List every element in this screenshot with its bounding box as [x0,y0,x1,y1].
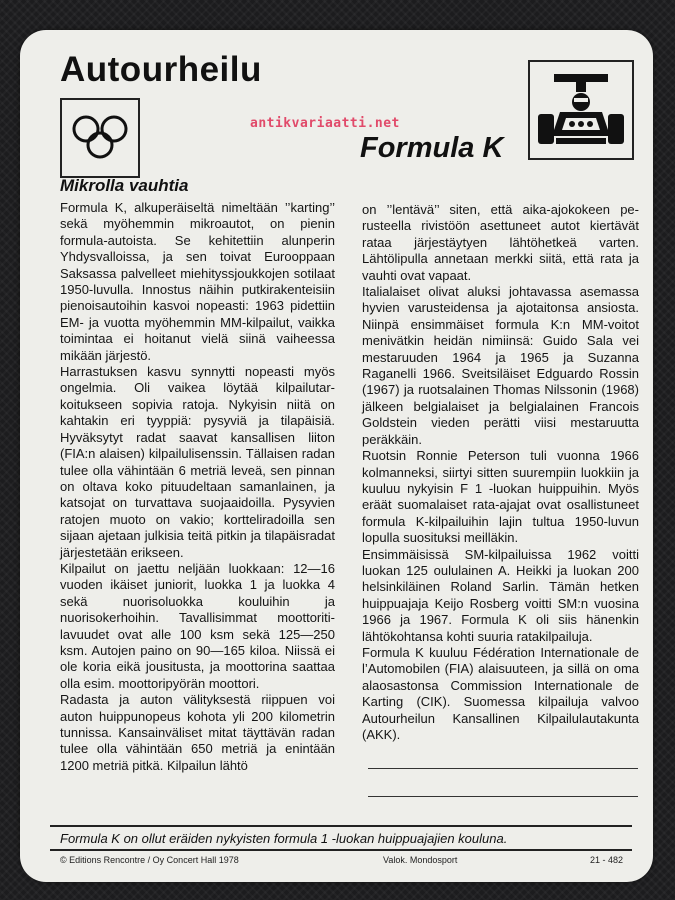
paragraph: Formula K kuuluu Fédération Internationale de l’Automobilen (FIA) alaisuuteen, ja sillä on oma alaosastonsa Commission Internationale de Karting (CIK). Suomessa kilpailuja valvoo Autourheilun Kansallinen Kilpailulautakunta (AKK). [362,644,639,742]
watermark-text: antikvariaatti.net [250,116,400,131]
photo-credit: Valok. Mondosport [383,855,458,865]
paragraph: Italialaiset olivat aluksi johtavassa asemassa hyvien varusteidensa ja ajotaitonsa ansiosta. Niinpä ensimmäiset formula K:n MM-voitot menivätkin heidän nimiinsä: Guido Sala vei mestaruuden 1964 ja 1965 ja Suzanna Raganelli 1966. Sveitsiläiset Edguardo Rossin (1967) ja ruotsalainen Thomas Nilssonin (1968) jälkeen belgialaiset ja belgialainen Francois Goldstein vieden perätti viisi mestaruutta peräkkäin. [362,284,639,447]
paragraph: Harrastuksen kasvu synnytti nopeasti myös ongelmia. Oli vaikea löytää kilpailutarkoitukseen sopivia ratoja. Nykyisin niitä on kahtakin eri tyyppiä: pysyviä ja tilapäisiä. Hyväksytyt radat saavat kansallisen liiton (FIA:n alaisen) kilpailulisenssin. Tällaisen radan tulee olla vähintään 6 metriä leveä, sen pinnan on oltava koko pituudeltaan samanlainen, ja katsojat on turvattava suojaaidoilla. Pysyvien ratojen muoto on vakio; kortteliradoilla sen sijaan ajetaan julkisia teitä pitkin ja tilapäisradat järjestetään erikseen. [60,364,335,560]
footer-divider-bottom [50,849,632,851]
footer-caption: Formula K on ollut eräiden nykyisten formula 1 -luokan huippuajajien kouluna. [60,831,508,846]
formula-car-icon [528,60,634,160]
paragraph: on ’’lentävä’’ siten, että aika-ajokokeen perusteella rivistöön asettuneet autot kiertävät rataa järjestäytyen lähtöhetkeä varten. Lähtölipulla annetaan merkki siitä, että rata ja vauhti ovat vapaat. [362,202,639,283]
paragraph: Kilpailut on jaettu neljään luokkaan: 12—16 vuoden ikäiset juniorit, luokka 1 ja luokka 4 sekä nuorisoluokka kouluihin ja nuorisokerhoihin. Tavallisimmat moottoritilavuudet ovat alle 100 ksm sekä 125—250 ksm. Autojen paino on 90—165 kiloa. Niissä ei ole koria eikä jousitusta, ja moottorina saattaa olla esim. moottoripyörän moottori. [60,560,335,691]
sports-card [20,30,653,882]
card-number: 21 - 482 [590,855,624,865]
blank-rule-line [368,796,638,797]
left-text-column [60,200,335,774]
paragraph: Ruotsin Ronnie Peterson tuli vuonna 1966 kolmanneksi, siirtyi sitten suurempiin luokkiin ja kuuluu nykyisin F 1 -luokan huippuihin. Myös eräät suomalaiset rata-ajajat ovat osallistuneet formula K-kilpailuihin lajin tultua 1950-luvun lopulla suosituksi meilläkin. [362,448,639,546]
paragraph: Ensimmäisissä SM-kilpailuissa 1962 voitti luokan 125 oululainen A. Heikki ja luokan 200 helsinkiläinen Roland Sarlin. Tämän hetken huippuajaja Keijo Rosberg voitti SM:n vuosina 1966 ja 1967. Formula K oli siis hänenkin lähtökohtansa kohti suuria ratakilpailuja. [362,546,639,644]
footer-divider-top [50,825,632,827]
paragraph: Formula K, alkuperäiseltä nimeltään ’’karting’’ sekä myöhemmin mikroautot, on pienin formula-autoista. Se kehitettiin alunperin Yhdysvalloissa, ja sen toivat Eurooppaan Saksassa palvelleet miehityssjoukkojen sotilaat 1950-luvulla. Innostus näihin putkirakenteisiin pienoisautoihin kasvoi nopeasti: 1963 pidettiin EM- ja vuotta myöhemmin MM-kilpailut, vaikka toimintaa ei hoitanut vielä siinä vaiheessa mikään järjestö. [60,200,335,363]
subtitle: Mikrolla vauhtia [60,176,189,195]
copyright-text: © Editions Rencontre / Oy Concert Hall 1978 [60,855,239,865]
blank-rule-line [368,768,638,769]
paragraph: Radasta ja auton välityksestä riippuen voi auton huippunopeus kohota yli 200 kilometrin tunnissa. Kansainväliset mitat täyttävän radan tulee olla vähintään 650 metriä ja enintään 1200 metriä pitkä. Kilpailun lähtö [60,692,335,773]
right-text-column [362,202,639,743]
olympic-rings-icon [60,98,140,178]
topic-title: Formula K [360,132,504,164]
sport-title: Autourheilu [60,50,262,89]
